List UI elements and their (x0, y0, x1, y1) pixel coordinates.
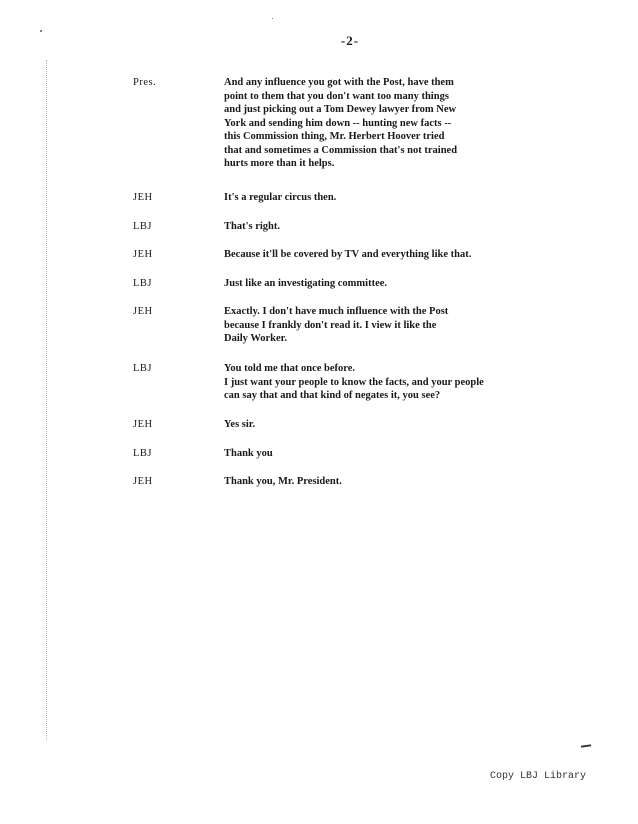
utterance (224, 76, 593, 171)
utterance (224, 305, 593, 346)
utterance-line: point to them that you don't want too many things (224, 90, 449, 102)
utterance-line: I just want your people to know the facts, and your people (224, 376, 484, 388)
utterance (224, 248, 593, 262)
utterance-line: hurts more than it helps. (224, 158, 335, 169)
utterance-line: Yes sir. (224, 419, 256, 430)
page-edge-line (46, 60, 47, 740)
scan-speck (272, 18, 273, 19)
utterance-line: York and sending him down -- hunting new facts -- (224, 117, 452, 129)
speaker-label: JEH (133, 306, 153, 317)
utterance-line: this Commission thing, Mr. Herbert Hoover tried (224, 131, 445, 142)
utterance-line: Because it'll be covered by TV and everything like that. (224, 249, 472, 260)
utterance-line: and just picking out a Tom Dewey lawyer from New (224, 104, 457, 115)
speaker-label: LBJ (133, 221, 153, 232)
transcript-turn (133, 418, 593, 432)
transcript-turn (133, 191, 593, 205)
speaker-label: LBJ (133, 278, 153, 289)
utterance (224, 475, 593, 489)
speaker-label: Pres. (133, 77, 157, 88)
transcript-turn (133, 76, 593, 171)
transcript-turn (133, 447, 593, 461)
speaker-label: LBJ (133, 448, 153, 459)
speaker-label: JEH (133, 419, 153, 430)
utterance-line: Just like an investigating committee. (224, 278, 388, 289)
transcript-turn (133, 362, 593, 403)
utterance-line: can say that and that kind of negates it, you see? (224, 390, 441, 401)
utterance-line: Exactly. I don't have much influence with the Post (224, 306, 449, 317)
transcript-turn (133, 475, 593, 489)
transcript-turn (133, 305, 593, 346)
transcript-turn (133, 220, 593, 234)
scan-speck (40, 30, 42, 32)
utterance-line: That's right. (224, 221, 281, 232)
utterance (224, 220, 593, 234)
transcript-turn (133, 277, 593, 291)
speaker-label: JEH (133, 249, 153, 260)
utterance-line: Daily Worker. (224, 333, 288, 344)
utterance-line: And any influence you got with the Post, have them (224, 77, 454, 88)
speaker-label: LBJ (133, 363, 153, 374)
speaker-label: JEH (133, 192, 153, 203)
utterance (224, 277, 593, 291)
footer-mark (581, 744, 591, 747)
utterance (224, 418, 593, 432)
utterance-line: It's a regular circus then. (224, 192, 337, 203)
utterance-line: Thank you (224, 448, 273, 459)
library-stamp: Copy LBJ Library (490, 771, 587, 782)
utterance (224, 362, 593, 403)
utterance-line: You told me that once before. (224, 363, 356, 374)
page-number: -2- (340, 33, 360, 48)
speaker-label: JEH (133, 476, 153, 487)
transcript-turn (133, 248, 593, 262)
utterance-line: that and sometimes a Commission that's not trained (224, 144, 458, 156)
utterance-line: because I frankly don't read it. I view it like the (224, 319, 437, 331)
utterance (224, 447, 593, 461)
utterance (224, 191, 593, 205)
utterance-line: Thank you, Mr. President. (224, 476, 342, 487)
